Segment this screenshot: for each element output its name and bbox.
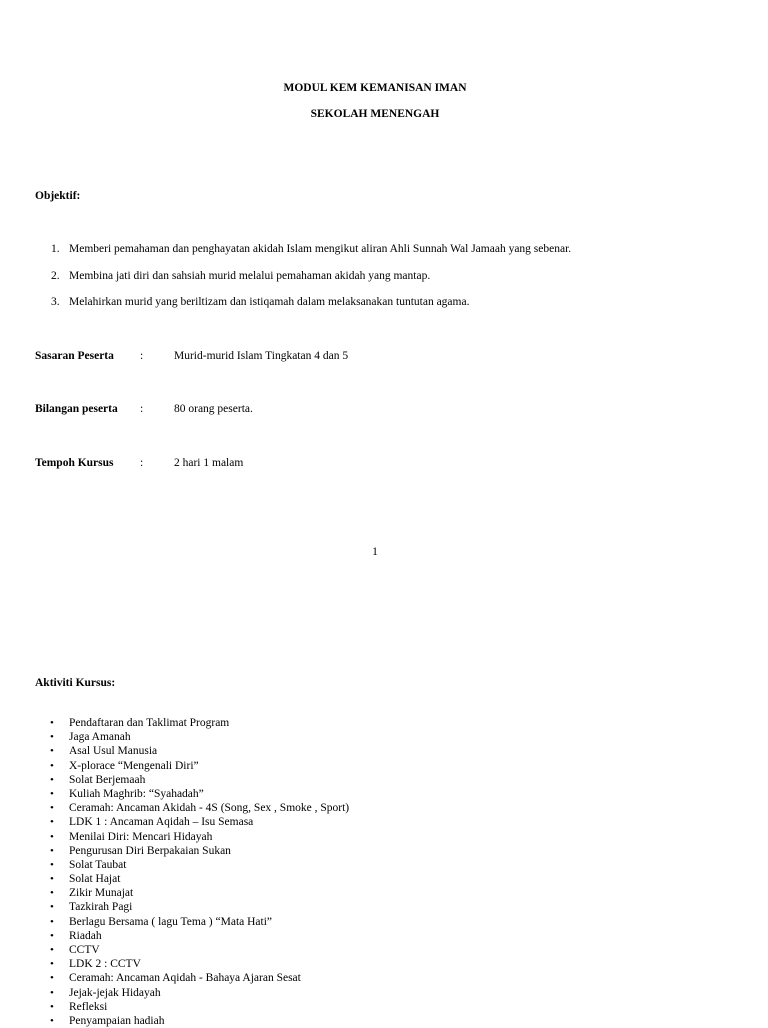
activity-item (35, 744, 349, 758)
activity-item (35, 759, 349, 773)
activity-item (35, 830, 349, 844)
activity-item (35, 986, 349, 1000)
bullet-icon: • (50, 773, 54, 786)
bullet-icon: • (50, 802, 54, 815)
activity-text: Jaga Amanah (69, 731, 131, 744)
bullet-icon: • (50, 787, 54, 800)
objectives-list (35, 242, 571, 322)
activity-text: Kuliah Maghrib: “Syahadah” (69, 787, 204, 800)
activity-text: Pendaftaran dan Taklimat Program (69, 717, 230, 729)
field-colon: : (140, 457, 144, 469)
objective-text: Melahirkan murid yang beriltizam dan istiqamah dalam melaksanakan tuntutan agama. (69, 296, 470, 309)
page-number: 1 (372, 546, 378, 558)
activity-text: LDK 1 : Ancaman Aqidah – Isu Semasa (69, 816, 254, 829)
field-value: 80 orang peserta. (174, 403, 253, 415)
field-colon: : (140, 403, 144, 415)
activity-text: Solat Taubat (69, 858, 127, 871)
bullet-icon: • (50, 873, 54, 886)
activity-text: Menilai Diri: Mencari Hidayah (69, 830, 213, 843)
field-label: Tempoh Kursus (35, 457, 114, 469)
bullet-icon: • (50, 745, 54, 758)
activity-item (35, 900, 349, 914)
bullet-icon: • (50, 858, 54, 871)
bullet-icon: • (50, 816, 54, 829)
activity-item (35, 716, 349, 730)
activity-text: X-plorace “Mengenali Diri” (69, 759, 199, 772)
activity-text: Solat Berjemaah (69, 773, 146, 786)
bullet-icon: • (50, 759, 54, 772)
field-label: Sasaran Peserta (35, 350, 114, 362)
activity-text: Zikir Munajat (69, 887, 134, 900)
activity-text: Berlagu Bersama ( lagu Tema ) “Mata Hati” (69, 915, 273, 928)
bullet-icon: • (50, 929, 54, 942)
field-colon: : (140, 350, 144, 362)
activity-item (35, 929, 349, 943)
bullet-icon: • (50, 1014, 54, 1027)
activity-item (35, 730, 349, 744)
bullet-icon: • (50, 844, 54, 857)
aktiviti-heading: Aktiviti Kursus: (35, 677, 116, 689)
objektif-heading: Objektif: (35, 190, 81, 202)
activity-text: Penyampaian hadiah (69, 1014, 165, 1027)
objective-number: 2. (51, 269, 60, 282)
activity-text: Asal Usul Manusia (69, 745, 158, 758)
bullet-icon: • (50, 830, 54, 843)
activity-item (35, 943, 349, 957)
bullet-icon: • (50, 986, 54, 999)
activity-text: Ceramah: Ancaman Akidah - 4S (Song, Sex , Smoke , Sport) (69, 802, 350, 815)
bullet-icon: • (50, 717, 54, 729)
bullet-icon: • (50, 972, 54, 985)
bullet-icon: • (50, 901, 54, 914)
bullet-icon: • (50, 1000, 54, 1013)
activity-item (35, 787, 349, 801)
activity-text: LDK 2 : CCTV (69, 958, 141, 971)
activity-text: Pengurusan Diri Berpakaian Sukan (69, 844, 231, 857)
objective-item (35, 295, 571, 322)
activity-text: Ceramah: Ancaman Aqidah - Bahaya Ajaran Sesat (69, 972, 301, 985)
bullet-icon: • (50, 887, 54, 900)
activity-item (35, 815, 349, 829)
objective-text: Memberi pemahaman dan penghayatan akidah Islam mengikut aliran Ahli Sunnah Wal Jamaah yang sebenar. (69, 243, 572, 255)
objective-number: 1. (51, 243, 60, 255)
activity-item (35, 957, 349, 971)
activity-item (35, 858, 349, 872)
objective-text: Membina jati diri dan sahsiah murid melalui pemahaman akidah yang mantap. (69, 269, 431, 282)
activity-item (35, 773, 349, 787)
activity-text: Jejak-jejak Hidayah (69, 986, 161, 999)
field-value: 2 hari 1 malam (174, 457, 244, 469)
field-label: Bilangan peserta (35, 403, 118, 415)
activity-item (35, 886, 349, 900)
objective-item (35, 242, 571, 269)
activity-item (35, 915, 349, 929)
activity-item (35, 801, 349, 815)
activity-item (35, 1000, 349, 1014)
activity-item (35, 844, 349, 858)
document-subtitle: SEKOLAH MENENGAH (310, 108, 440, 120)
field-value: Murid-murid Islam Tingkatan 4 dan 5 (174, 350, 349, 362)
activity-text: Refleksi (69, 1000, 108, 1013)
bullet-icon: • (50, 958, 54, 971)
activity-text: CCTV (69, 944, 100, 956)
activity-text: Riadah (69, 929, 102, 942)
activity-item (35, 872, 349, 886)
bullet-icon: • (50, 731, 54, 744)
document-title: MODUL KEM KEMANISAN IMAN (283, 82, 467, 94)
activity-item (35, 971, 349, 985)
objective-item (35, 269, 571, 296)
activity-text: Tazkirah Pagi (69, 901, 133, 914)
activity-text: Solat Hajat (69, 873, 121, 886)
bullet-icon: • (50, 944, 54, 956)
activity-item (35, 1014, 349, 1028)
bullet-icon: • (50, 915, 54, 928)
activities-list (35, 716, 349, 1028)
objective-number: 3. (51, 296, 60, 309)
